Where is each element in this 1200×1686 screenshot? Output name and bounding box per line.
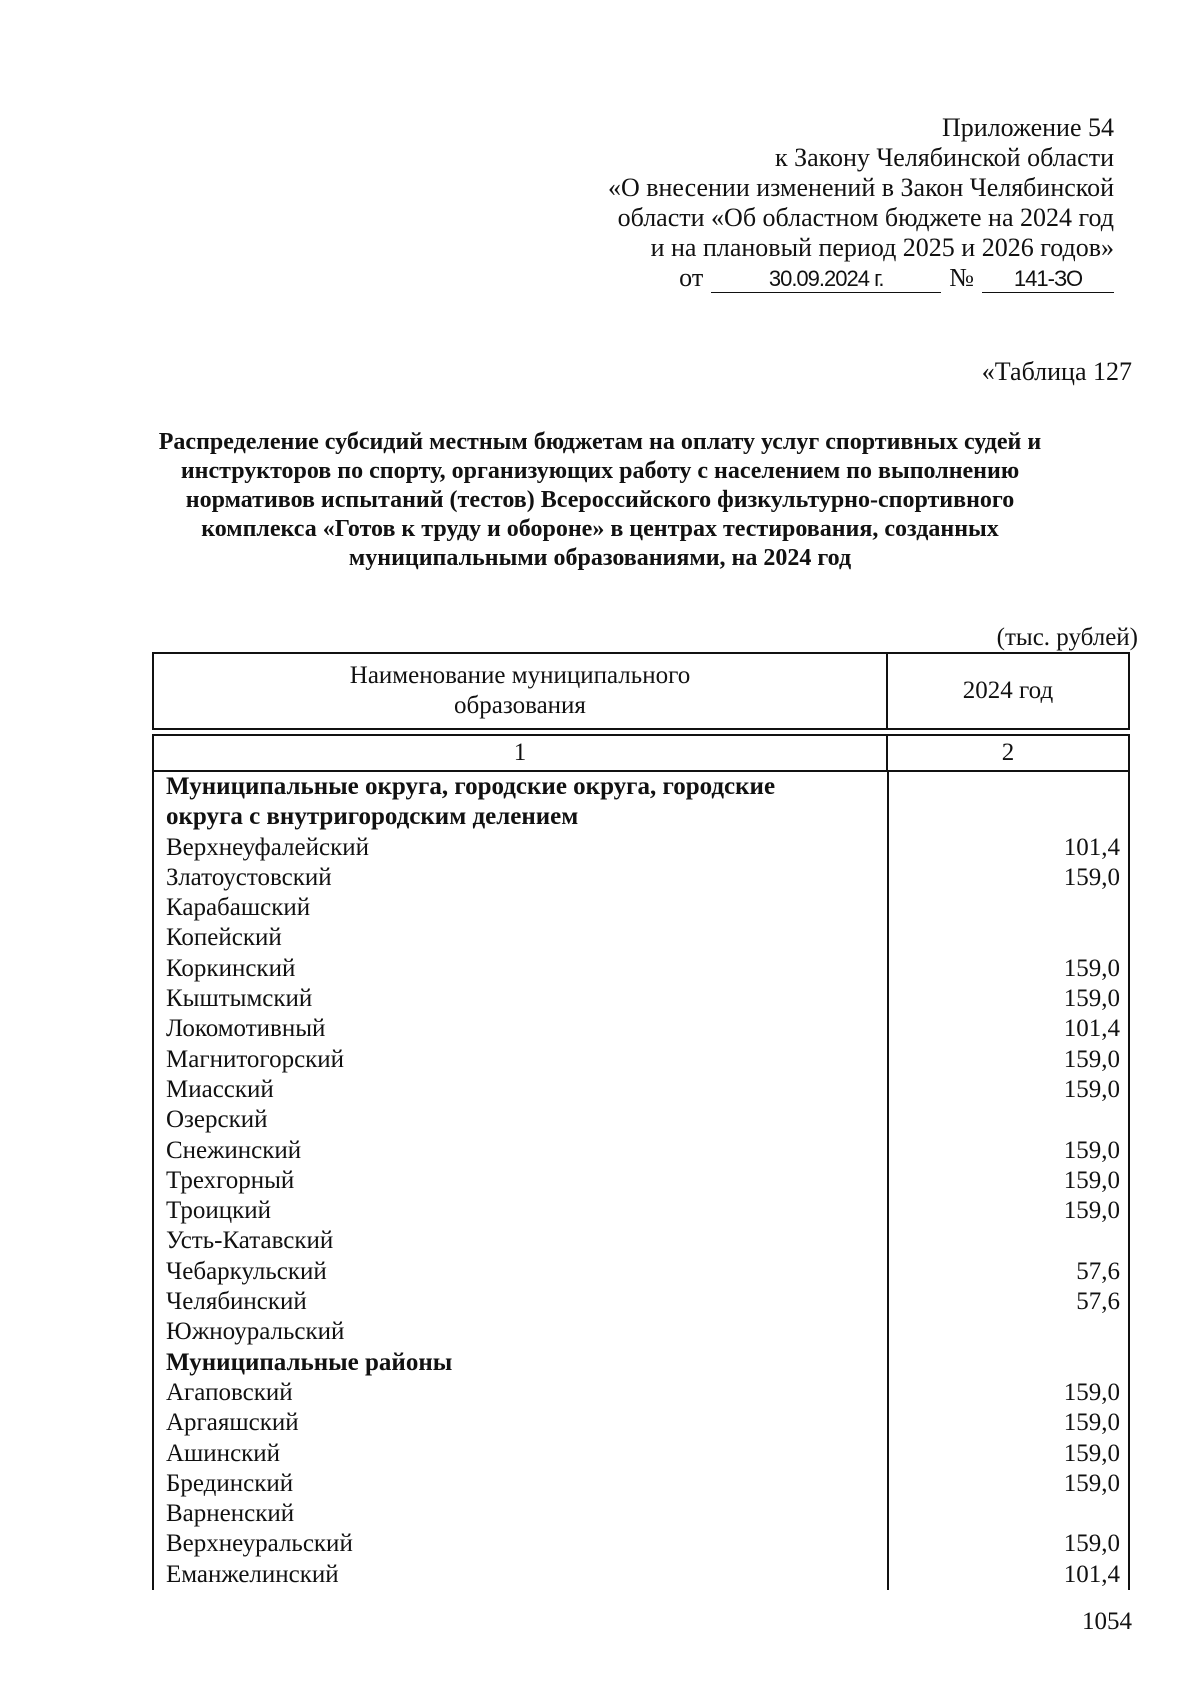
column-number: 1 xyxy=(154,736,888,770)
table-header-row xyxy=(152,652,1130,730)
table-row xyxy=(154,1045,1128,1075)
municipality-name: Челябинский xyxy=(166,1288,307,1316)
table-row xyxy=(154,1439,1128,1469)
municipality-name: Брединский xyxy=(166,1469,294,1497)
table-row xyxy=(154,1196,1128,1226)
subsidy-value xyxy=(886,1226,1128,1256)
subsidy-value xyxy=(886,923,1128,953)
municipality-name: Южноуральский xyxy=(166,1318,345,1346)
subsidy-value: 57,6 xyxy=(1076,1288,1120,1316)
group-heading-text: округа с внутригородским делением xyxy=(166,803,579,831)
table-row xyxy=(154,1014,1128,1044)
table-row xyxy=(154,923,1128,953)
municipality-name: Ашинский xyxy=(166,1439,281,1467)
column-header-year: 2024 год xyxy=(962,677,1054,704)
title-line: муниципальными образованиями, на 2024 год xyxy=(348,545,852,571)
from-label: от xyxy=(679,263,704,292)
municipality-name: Магнитогорский xyxy=(166,1045,345,1073)
table-row xyxy=(154,984,1128,1014)
municipality-name: Златоустовский xyxy=(166,863,332,891)
appendix-header xyxy=(608,113,1114,293)
subsidy-value: 101,4 xyxy=(1063,1015,1120,1043)
municipality-name: Копейский xyxy=(166,924,282,952)
subsidy-value: 159,0 xyxy=(1063,1166,1120,1194)
municipality-name: Еманжелинский xyxy=(166,1560,339,1588)
title-line: Распределение субсидий местным бюджетам на оплату услуг спортивных судей и xyxy=(158,429,1042,455)
subsidy-value xyxy=(886,1499,1128,1529)
subsidy-value: 159,0 xyxy=(1063,1136,1120,1164)
group-heading-okruga xyxy=(154,802,1128,832)
subsidy-value: 159,0 xyxy=(1063,1197,1120,1225)
header-line: области «Об областном бюджете на 2024 год xyxy=(617,203,1114,232)
header-line: «О внесении изменений в Закон Челябинской xyxy=(607,173,1114,202)
municipality-name: Варненский xyxy=(166,1500,295,1528)
column-header-name xyxy=(154,654,888,728)
subsidy-value: 159,0 xyxy=(1063,863,1120,891)
table-row xyxy=(154,1529,1128,1559)
column-header-line: Наименование муниципального xyxy=(349,662,691,689)
table-row xyxy=(154,1378,1128,1408)
table-row xyxy=(154,1166,1128,1196)
table-row xyxy=(154,1136,1128,1166)
law-number: 141-ЗО xyxy=(982,266,1114,293)
column-number-row xyxy=(152,734,1130,772)
municipality-name: Троицкий xyxy=(166,1197,271,1225)
municipality-name: Агаповский xyxy=(166,1378,293,1406)
table-row xyxy=(154,1469,1128,1499)
municipality-name: Усть-Катавский xyxy=(166,1227,334,1255)
subsidy-value: 159,0 xyxy=(1063,1469,1120,1497)
header-line: к Закону Челябинской области xyxy=(774,143,1114,172)
table-caption: «Таблица 127 xyxy=(981,357,1132,386)
table-row xyxy=(154,954,1128,984)
title-line: нормативов испытаний (тестов) Всероссийского физкультурно-спортивного xyxy=(185,487,1015,513)
subsidy-value: 159,0 xyxy=(1063,1378,1120,1406)
number-label: № xyxy=(949,263,974,292)
column-number: 2 xyxy=(1001,739,1015,766)
municipality-name: Кыштымский xyxy=(166,985,313,1013)
table-row xyxy=(154,893,1128,923)
subsidy-value: 159,0 xyxy=(1063,1045,1120,1073)
table-row xyxy=(154,1257,1128,1287)
subsidy-value: 101,4 xyxy=(1063,1560,1120,1588)
municipality-name: Снежинский xyxy=(166,1136,302,1164)
header-line: Приложение 54 xyxy=(941,113,1114,142)
table-row xyxy=(154,1408,1128,1438)
subsidy-value xyxy=(886,1105,1128,1135)
subsidy-value: 159,0 xyxy=(1063,1409,1120,1437)
table-row xyxy=(154,1105,1128,1135)
group-heading-text: Муниципальные районы xyxy=(166,1348,453,1376)
subsidy-value: 159,0 xyxy=(1063,1530,1120,1558)
page-number: 1054 xyxy=(1082,1608,1132,1635)
table-row xyxy=(154,1560,1128,1590)
subsidy-value xyxy=(886,1317,1128,1347)
municipality-name: Чебаркульский xyxy=(166,1257,327,1285)
subsidy-value: 159,0 xyxy=(1063,954,1120,982)
subsidy-table xyxy=(152,652,1130,1590)
municipality-name: Коркинский xyxy=(166,954,296,982)
municipality-name: Миасский xyxy=(166,1075,274,1103)
municipality-name: Верхнеуральский xyxy=(166,1530,353,1558)
document-title xyxy=(120,428,1080,573)
group-heading-text: Муниципальные округа, городские округа, городские xyxy=(166,773,776,800)
municipality-name: Карабашский xyxy=(166,894,311,922)
subsidy-value: 159,0 xyxy=(1063,1075,1120,1103)
table-body xyxy=(152,772,1130,1590)
subsidy-value: 101,4 xyxy=(1063,833,1120,861)
municipality-name: Озерский xyxy=(166,1106,268,1134)
law-date: 30.09.2024 г. xyxy=(711,266,941,293)
header-line: и на плановый период 2025 и 2026 годов» xyxy=(650,233,1114,262)
group-heading-okruga xyxy=(154,772,1128,802)
law-signature-line xyxy=(608,263,1114,293)
table-row xyxy=(154,863,1128,893)
table-row xyxy=(154,1226,1128,1256)
subsidy-value: 159,0 xyxy=(1063,1439,1120,1467)
title-line: инструкторов по спорту, организующих работу с населением по выполнению xyxy=(180,458,1020,484)
table-row xyxy=(154,1075,1128,1105)
table-row xyxy=(154,1287,1128,1317)
municipality-name: Трехгорный xyxy=(166,1166,295,1194)
title-line: комплекса «Готов к труду и обороне» в центрах тестирования, созданных xyxy=(201,516,999,542)
table-row xyxy=(154,1499,1128,1529)
table-row xyxy=(154,1317,1128,1347)
subsidy-value: 57,6 xyxy=(1076,1257,1120,1285)
municipality-name: Верхнеуфалейский xyxy=(166,833,369,861)
subsidy-value xyxy=(886,893,1128,923)
municipality-name: Аргаяшский xyxy=(166,1409,299,1437)
group-heading-rayony xyxy=(154,1348,1128,1378)
units-label: (тыс. рублей) xyxy=(996,624,1138,651)
subsidy-value: 159,0 xyxy=(1063,985,1120,1013)
column-header-line: образования xyxy=(454,692,586,719)
municipality-name: Локомотивный xyxy=(166,1015,326,1043)
table-row xyxy=(154,833,1128,863)
